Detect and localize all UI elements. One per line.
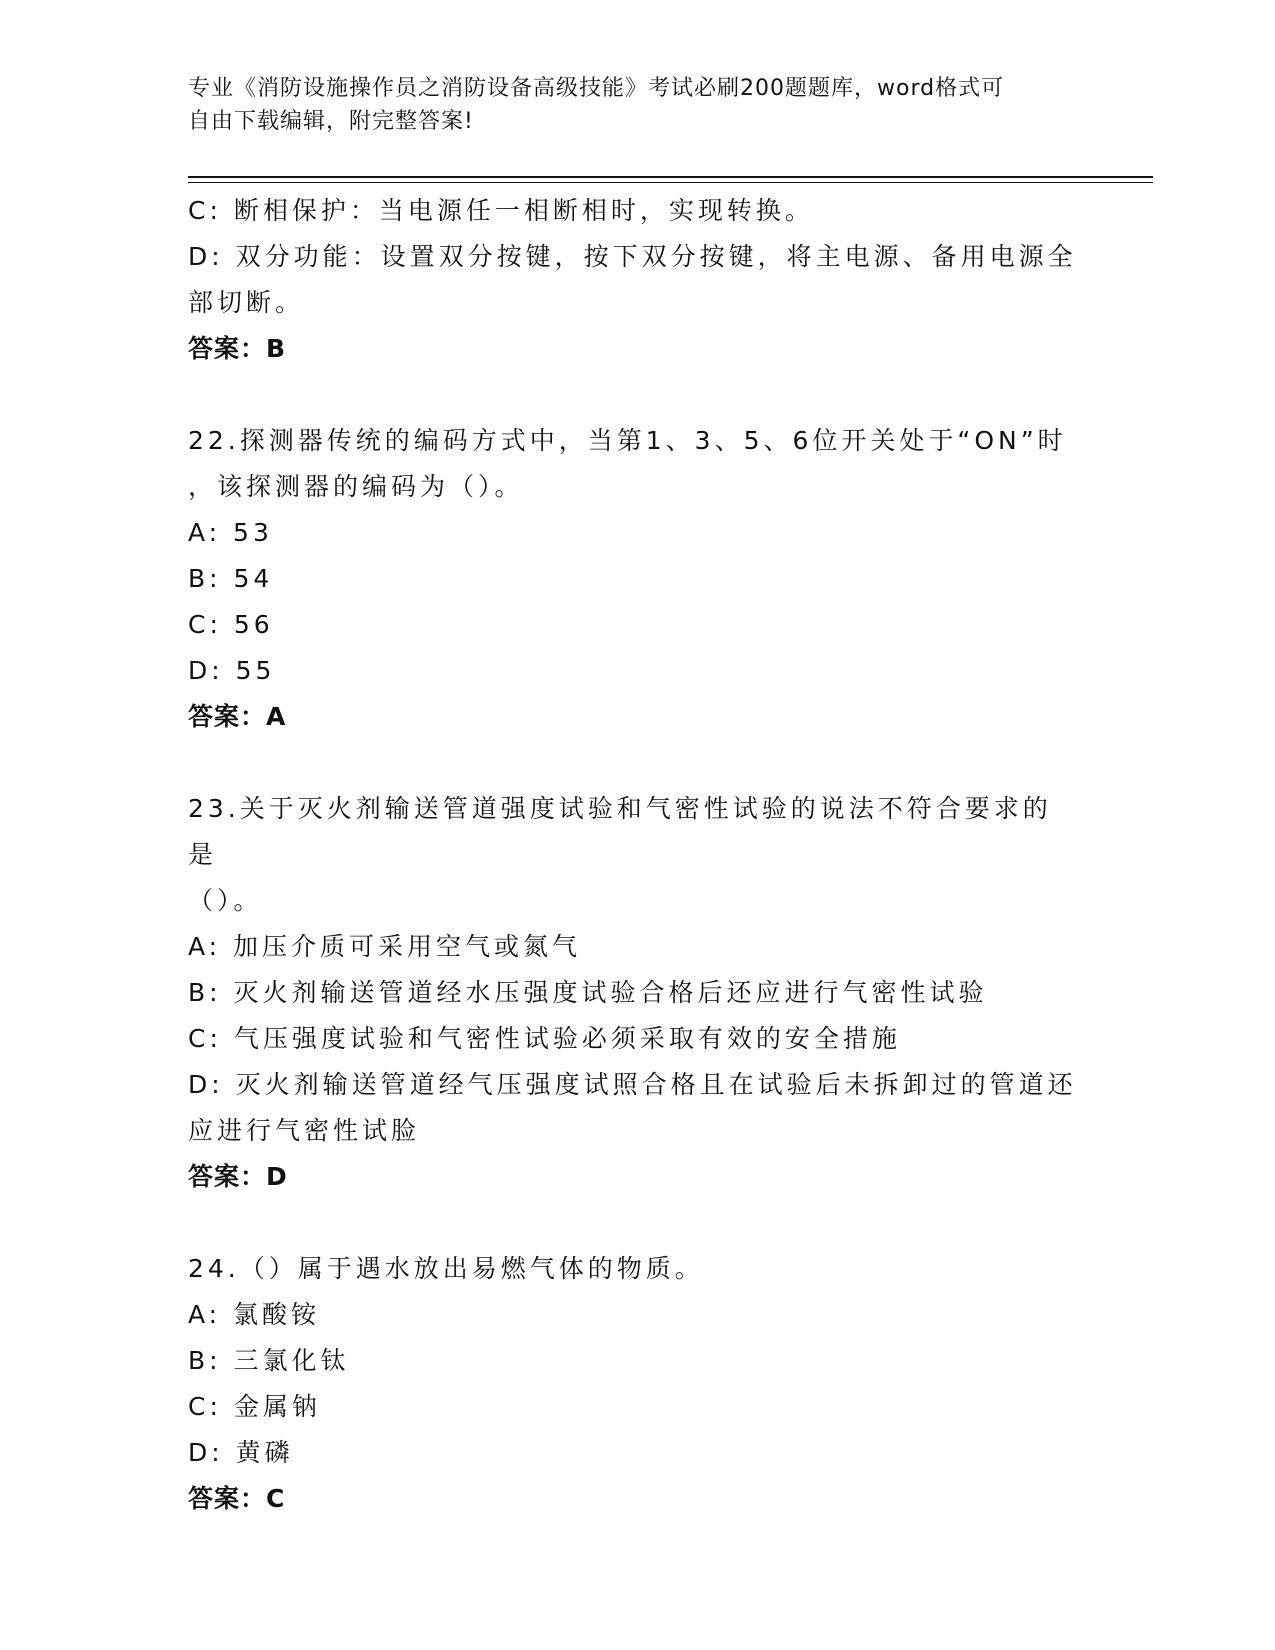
- q23-option-d-line-1: D: 灭火剂输送管道经气压强度试照合格且在试验后未拆卸过的管道还: [188, 1070, 1077, 1099]
- q23-answer: 答案：D: [188, 1162, 288, 1191]
- q22-option-d: D: 55: [188, 656, 276, 685]
- spacer: [188, 740, 1078, 786]
- question-24: [188, 1246, 1078, 1522]
- q23-option-b: B: 灭火剂输送管道经水压强度试验合格后还应进行气密性试验: [188, 978, 988, 1007]
- question-23: [188, 786, 1078, 1200]
- q24-option-b: B: 三氯化钛: [188, 1346, 350, 1375]
- spacer: [188, 1200, 1078, 1246]
- q21-answer: 答案：B: [188, 334, 287, 363]
- q21-option-d-line-2: 部切断。: [188, 288, 305, 317]
- header-title-line-1: 专业《消防设施操作员之消防设备高级技能》考试必刷200题题库，word格式可: [188, 76, 1005, 101]
- q22-option-a: A: 53: [188, 518, 273, 547]
- q23-option-d-line-2: 应进行气密性试脸: [188, 1116, 421, 1145]
- q22-stem-line-1: 22.探测器传统的编码方式中，当第1、3、5、6位开关处于“ON”时: [188, 426, 1067, 455]
- q24-stem: 24.（）属于遇水放出易燃气体的物质。: [188, 1254, 704, 1283]
- q22-answer: 答案：A: [188, 702, 287, 731]
- document-header: [188, 72, 1068, 138]
- q24-answer: 答案：C: [188, 1484, 286, 1513]
- q22-option-c: C: 56: [188, 610, 274, 639]
- spacer: [188, 372, 1078, 418]
- q23-option-c: C: 气压强度试验和气密性试验必须采取有效的安全措施: [188, 1024, 901, 1053]
- header-title-line-2: 自由下载编辑，附完整答案!: [188, 109, 474, 134]
- q24-option-c: C: 金属钠: [188, 1392, 321, 1421]
- q22-stem-line-2: ，该探测器的编码为（）。: [188, 472, 524, 501]
- q23-stem-line-2: （）。: [188, 886, 263, 915]
- question-21-tail: [188, 188, 1078, 372]
- q24-option-a: A: 氯酸铵: [188, 1300, 321, 1329]
- q21-option-c: C: 断相保护：当电源任一相断相时，实现转换。: [188, 196, 814, 225]
- question-22: [188, 418, 1078, 740]
- q22-option-b: B: 54: [188, 564, 274, 593]
- q21-option-d-line-1: D: 双分功能：设置双分按键，按下双分按键，将主电源、备用电源全: [188, 242, 1077, 271]
- q23-option-a: A: 加压介质可采用空气或氮气: [188, 932, 582, 961]
- q23-stem-line-1: 23.关于灭火剂输送管道强度试验和气密性试验的说法不符合要求的是: [188, 794, 1052, 869]
- header-divider-thin: [188, 182, 1153, 183]
- q24-option-d: D: 黄磷: [188, 1438, 294, 1467]
- header-divider-thick: [188, 176, 1153, 178]
- document-body: [188, 188, 1078, 1522]
